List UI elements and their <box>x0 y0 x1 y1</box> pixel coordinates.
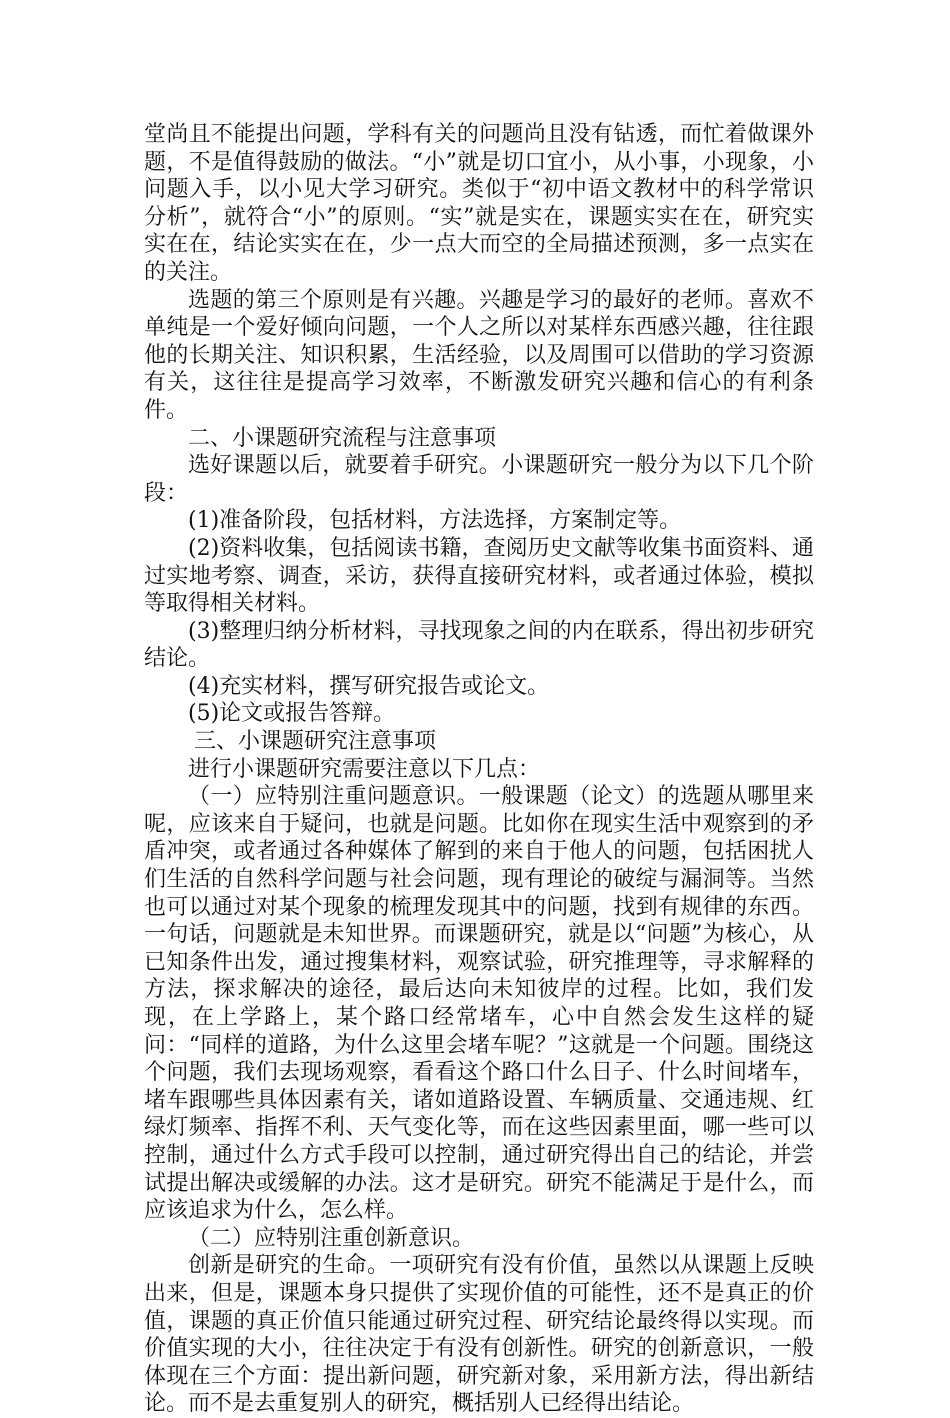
paragraph-innovation: 创新是研究的生命。一项研究有没有价值，虽然以从课题上反映出来，但是，课题本身只提供了实现价值的可能性，还不是真正的价值，课题的真正价值只能通过研究过程、研究结论最终得以实现。而价值实现的大小，往往决定于有没有创新性。研究的创新意识，一般体现在三个方面：提出新问题，研究新对象，采用新方法，得出新结论。而不是去重复别人的研究，概括别人已经得出结论。 <box>144 1253 814 1417</box>
list-item-stage-3: (3)整理归纳分析材料，寻找现象之间的内在联系，得出初步研究结论。 <box>144 618 814 672</box>
list-item-stage-5: (5)论文或报告答辩。 <box>188 701 396 727</box>
paragraph-stages-intro: 选好课题以后，就要着手研究。小课题研究一般分为以下几个阶段： <box>144 453 814 506</box>
paragraph-continuation: 堂尚且不能提出问题，学科有关的问题尚且没有钻透，而忙着做课外题，不是值得鼓励的做法。“小”就是切口宜小，从小事，小现象，小问题入手，以小见大学习研究。类似于“初中语文教材中的科学常识分析”，就符合“小”的原则。“实”就是实在，课题实实在在，研究实实在在，结论实实在在，少一点大而空的全局描述预测，多一点实在的关注。 <box>144 122 814 285</box>
section-heading-3: 三、小课题研究注意事项 <box>194 729 437 755</box>
paragraph-interest-principle: 选题的第三个原则是有兴趣。兴趣是学习的最好的老师。喜欢不单纯是一个爱好倾向问题，一个人之所以对某样东西感兴趣，往往跟他的长期关注、知识积累，生活经验，以及周围可以借助的学习资源有关，这往往是提高学习效率，不断激发研究兴趣和信心的有利条件。 <box>144 287 814 423</box>
document-body <box>144 121 814 1418</box>
list-item-stage-1: (1)准备阶段，包括材料，方法选择，方案制定等。 <box>188 508 682 534</box>
subheading-innovation: （二）应特别注重创新意识。 <box>188 1225 475 1251</box>
paragraph-problem-awareness: （一）应特别注重问题意识。一般课题（论文）的选题从哪里来呢，应该来自于疑问，也就是问题。比如你在现实生活中观察到的矛盾冲突，或者通过各种媒体了解到的来自于他人的问题，包括困扰人们生活的自然科学问题与社会问题，现有理论的破绽与漏洞等。当然也可以通过对某个现象的梳理发现其中的问题，找到有规律的东西。一句话，问题就是未知世界。而课题研究，就是以“问题”为核心，从已知条件出发，通过搜集材料，观察试验，研究推理等，寻求解释的方法，探求解决的途径，最后达向未知彼岸的过程。比如，我们发现，在上学路上，某个路口经常堵车，心中自然会发生这样的疑问：“同样的道路，为什么这里会堵车呢？”这就是一个问题。围绕这个问题，我们去现场观察，看看这个路口什么日子、什么时间堵车，堵车跟哪些具体因素有关，诸如道路设置、车辆质量、交通违规、红绿灯频率、指挥不利、天气变化等，而在这些因素里面，哪一些可以控制，通过什么方式手段可以控制，通过研究得出自己的结论，并尝试提出解决或缓解的办法。这才是研究。研究不能满足于是什么，而应该追求为什么，怎么样。 <box>144 784 814 1224</box>
list-item-stage-2: (2)资料收集，包括阅读书籍，查阅历史文献等收集书面资料、通过实地考察、调查，采访，获得直接研究材料，或者通过体验，模拟等取得相关材料。 <box>144 535 814 617</box>
paragraph-notes-intro: 进行小课题研究需要注意以下几点： <box>188 756 541 782</box>
list-item-stage-4: (4)充实材料，撰写研究报告或论文。 <box>188 673 550 699</box>
section-heading-2: 二、小课题研究流程与注意事项 <box>188 425 497 451</box>
